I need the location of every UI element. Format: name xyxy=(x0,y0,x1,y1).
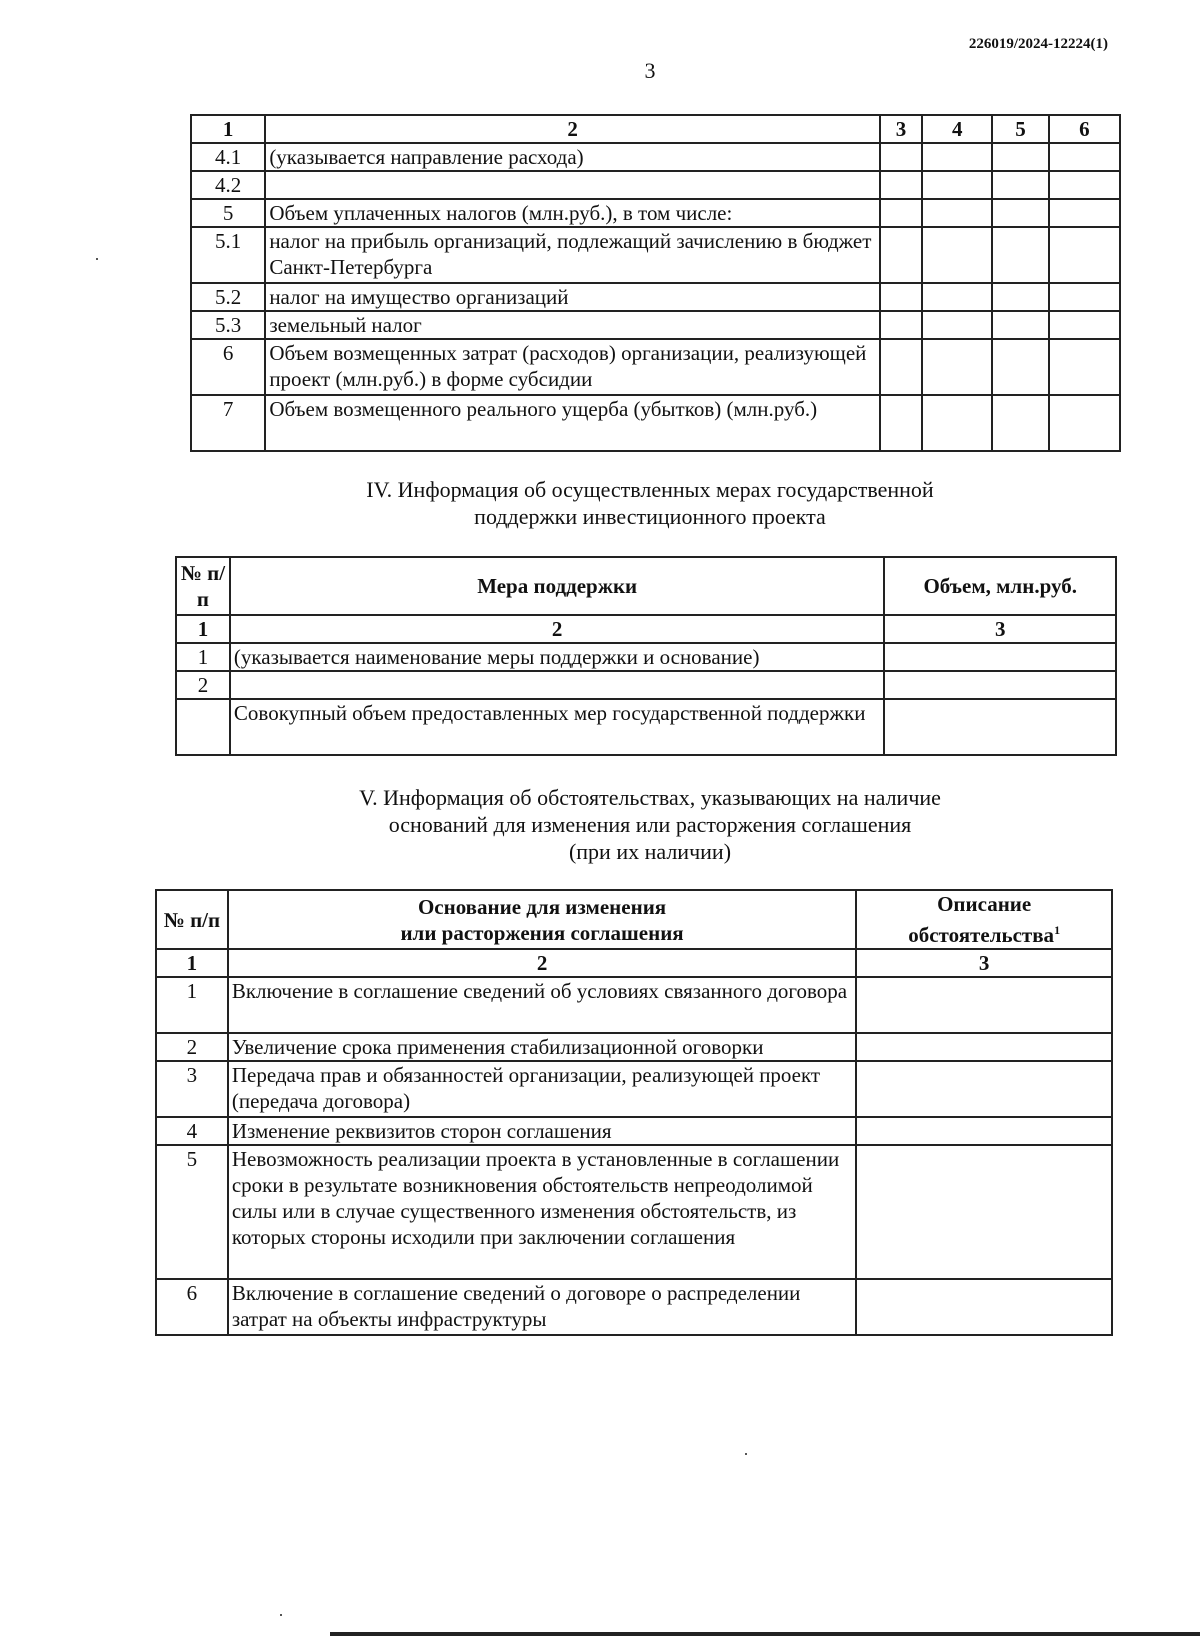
table-row xyxy=(191,199,1120,227)
table-row xyxy=(176,643,1116,671)
row-text: Передача прав и обязанностей организации, реализующей проект (передача договора) xyxy=(228,1061,856,1117)
col-index-2: 2 xyxy=(265,115,880,143)
table-header-row xyxy=(156,890,1112,949)
row-text: налог на прибыль организаций, подлежащий зачислению в бюджет Санкт-Петербурга xyxy=(265,227,880,283)
scan-speck xyxy=(745,1453,747,1455)
row-number: 7 xyxy=(191,395,265,451)
col-index-3: 3 xyxy=(880,115,922,143)
footnote-marker: 1 xyxy=(1054,923,1061,937)
table-row xyxy=(156,1279,1112,1335)
row-text: Объем возмещенного реального ущерба (убытков) (млн.руб.) xyxy=(265,395,880,451)
col-index-3: 3 xyxy=(856,949,1112,977)
table-row xyxy=(191,311,1120,339)
table-row xyxy=(156,1117,1112,1145)
row-number: 1 xyxy=(176,643,230,671)
row-number: 2 xyxy=(176,671,230,699)
col-index-3: 3 xyxy=(884,615,1116,643)
col-header-basis: Основание для изменения или расторжения соглашения xyxy=(228,890,856,949)
col-index-1: 1 xyxy=(191,115,265,143)
row-number: 4.1 xyxy=(191,143,265,171)
table-row xyxy=(191,339,1120,395)
row-text: земельный налог xyxy=(265,311,880,339)
table-row xyxy=(176,699,1116,755)
section-5-title: V. Информация об обстоятельствах, указывающих на наличие оснований для изменения или расторжения соглашения (при их наличии) xyxy=(359,785,941,864)
row-number: 5.2 xyxy=(191,283,265,311)
table-row xyxy=(156,1145,1112,1279)
row-number xyxy=(176,699,230,755)
col-header-volume: Объем, млн.руб. xyxy=(884,557,1116,615)
row-text xyxy=(230,671,885,699)
col-header-description: Описание обстоятельства$^1$ xyxy=(856,890,1112,949)
table-index-row xyxy=(176,615,1116,643)
col-index-1: 1 xyxy=(156,949,228,977)
table-row xyxy=(191,395,1120,451)
row-text: (указывается направление расхода) xyxy=(265,143,880,171)
table-row xyxy=(156,977,1112,1033)
section-4-title: IV. Информация об осуществленных мерах государственной поддержки инвестиционного проекта xyxy=(366,477,934,529)
col-index-2: 2 xyxy=(228,949,856,977)
col-header-measure: Мера поддержки xyxy=(230,557,885,615)
row-text: Увеличение срока применения стабилизационной оговорки xyxy=(228,1033,856,1061)
col-header-number: № п/п xyxy=(176,557,230,615)
col-index-2: 2 xyxy=(230,615,885,643)
row-number: 1 xyxy=(156,977,228,1033)
table-row xyxy=(191,171,1120,199)
row-text: Совокупный объем предоставленных мер государственной поддержки xyxy=(230,699,885,755)
row-number: 5.1 xyxy=(191,227,265,283)
col-index-5: 5 xyxy=(992,115,1048,143)
row-text: Невозможность реализации проекта в установленные в соглашении сроки в результате возникновения обстоятельств непреодолимой силы или в случае существенного изменения обстоятельств, из которых стороны исходили при заключении соглашения xyxy=(228,1145,856,1279)
table-change-grounds xyxy=(155,889,1113,1336)
row-text: Включение в соглашение сведений о договоре о распределении затрат на объекты инфраструктуры xyxy=(228,1279,856,1335)
row-number: 4.2 xyxy=(191,171,265,199)
table-header-row xyxy=(176,557,1116,615)
col-index-1: 1 xyxy=(176,615,230,643)
row-text: (указывается наименование меры поддержки и основание) xyxy=(230,643,885,671)
row-number: 5 xyxy=(191,199,265,227)
col-index-4: 4 xyxy=(922,115,992,143)
row-text: Объем возмещенных затрат (расходов) организации, реализующей проект (млн.руб.) в форме субсидии xyxy=(265,339,880,395)
scan-speck xyxy=(96,258,98,260)
table-row xyxy=(156,1033,1112,1061)
row-text xyxy=(265,171,880,199)
row-number: 2 xyxy=(156,1033,228,1061)
col-header-number: № п/п xyxy=(156,890,228,949)
table-expenses-taxes xyxy=(190,114,1121,452)
table-row xyxy=(191,227,1120,283)
table-header-row xyxy=(191,115,1120,143)
row-text: Изменение реквизитов сторон соглашения xyxy=(228,1117,856,1145)
row-number: 5 xyxy=(156,1145,228,1279)
table-index-row xyxy=(156,949,1112,977)
table-row xyxy=(176,671,1116,699)
bottom-scan-edge xyxy=(330,1632,1200,1636)
page-number: 3 xyxy=(644,58,656,83)
row-number: 3 xyxy=(156,1061,228,1117)
col-index-6: 6 xyxy=(1049,115,1120,143)
row-text: Объем уплаченных налогов (млн.руб.), в том числе: xyxy=(265,199,880,227)
table-row xyxy=(156,1061,1112,1117)
table-support-measures xyxy=(175,556,1117,756)
row-text: налог на имущество организаций xyxy=(265,283,880,311)
scan-speck xyxy=(280,1614,282,1616)
row-number: 4 xyxy=(156,1117,228,1145)
row-number: 5.3 xyxy=(191,311,265,339)
row-text: Включение в соглашение сведений об условиях связанного договора xyxy=(228,977,856,1033)
row-number: 6 xyxy=(156,1279,228,1335)
row-number: 6 xyxy=(191,339,265,395)
document-id: 226019/2024-12224(1) xyxy=(968,36,1108,52)
table-row xyxy=(191,143,1120,171)
table-row xyxy=(191,283,1120,311)
